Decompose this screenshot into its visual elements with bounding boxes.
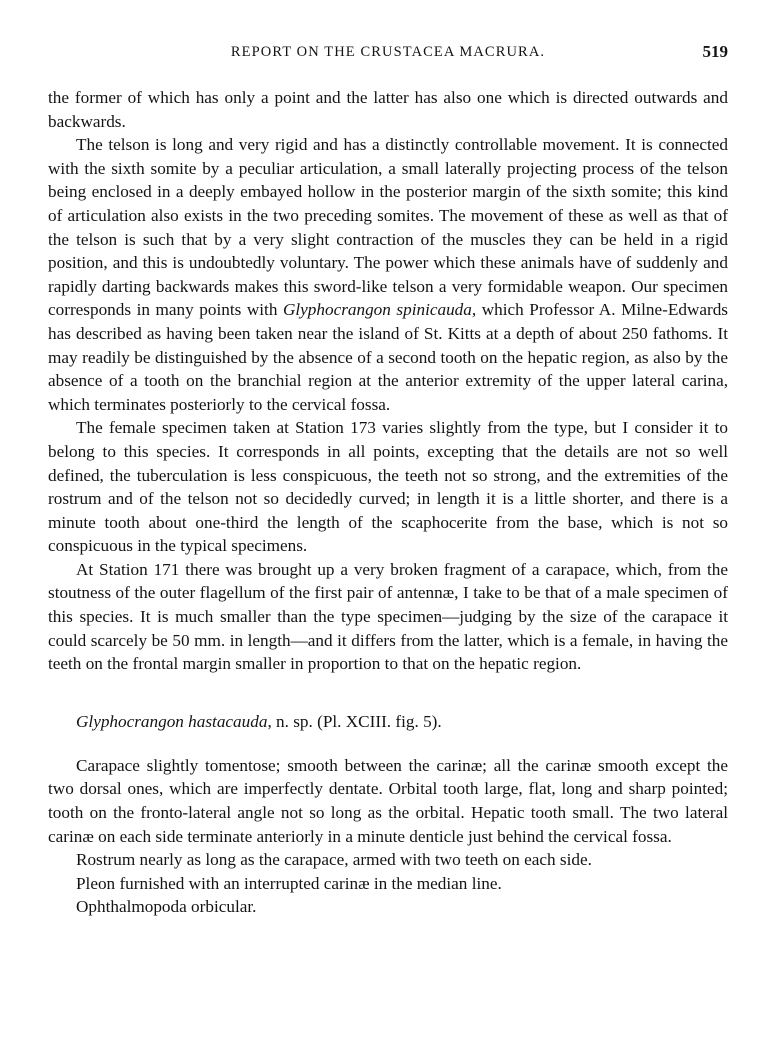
paragraph-telson [48, 133, 728, 416]
running-head [48, 44, 728, 66]
paragraph-station-171: At Station 171 there was brought up a very broken fragment of a carapace, which, from the stoutness of the outer flagellum of the first pair of antennæ, I take to be that of a male specimen of this species. It is much smaller than the type specimen—judging by the size of the carapace it could scarcely be 50 mm. in length—and it differs from the latter, which is a female, in having the teeth on the frontal margin smaller in proportion to that on the hepatic region. [48, 559, 728, 674]
telson-text: The telson is long and very rigid and has a distinctly controllable movement. It is connected with the sixth somite by a peculiar articulation, a small laterally projecting process of the telson being enclosed in a deeply embayed hollow in the posterior margin of the sixth somite; this kind of articulation also exists in the two preceding somites. The movement of these as well as that of the telson is such that by a very slight contraction of the muscles they can be held in a rigid position, and this is undoubtedly voluntary. The power which these animals have of suddenly and rapidly darting backwards makes this sword-like telson a very formidable weapon. Our specimen corresponds in many points with [48, 135, 728, 320]
page-number: 519 [702, 42, 728, 61]
species-description: Carapace slightly tomentose; smooth between the carinæ; all the carinæ smooth except the two dorsal ones, which are imperfectly dentate. Orbital tooth large, flat, long and sharp pointed; tooth on the fronto-lateral angle not so long as the orbital. Hepatic tooth small. The two lateral carinæ on each side terminate anteriorly in a minute denticle just behind the cervical fossa. [48, 755, 728, 846]
species-suffix: , n. sp. (Pl. XCIII. fig. 5). [267, 711, 442, 731]
species-name: Glyphocrangon hastacauda [76, 711, 268, 731]
paragraph-continuation: the former of which has only a point and the latter has also one which is directed outwards and backwards. [48, 88, 728, 131]
species-line-ophthalmopoda: Ophthalmopoda orbicular. [76, 897, 257, 917]
paragraph-female-specimen: The female specimen taken at Station 173 varies slightly from the type, but I consider it to belong to this species. It corresponds in all points, excepting that the details are not so well defined, the tuberculation is less conspicuous, the teeth not so strong, and the extremities of the rostrum and of the telson not so decidedly curved; in length it is a little shorter, and there is a minute tooth about one-third the length of the scaphocerite from the base, which is not so conspicuous in the typical specimens. [48, 418, 728, 556]
species-line-rostrum: Rostrum nearly as long as the carapace, armed with two teeth on each side. [76, 850, 592, 870]
species-heading [76, 710, 728, 734]
species-line-pleon: Pleon furnished with an interrupted carinæ in the median line. [76, 873, 502, 893]
telson-text-end: , which Professor A. Milne-Edwards has described as having been taken near the island of St. Kitts at a depth of about 250 fathoms. It may readily be distinguished by the absence of a second tooth on the hepatic region, as also by the absence of a tooth on the branchial region at the anterior extremity of the upper lateral carina, which terminates posteriorly to the cervical fossa. [48, 300, 728, 414]
running-title: REPORT ON THE CRUSTACEA MACRURA. [230, 44, 546, 60]
species-reference: Glyphocrangon spinicauda [282, 300, 472, 320]
page-body [48, 86, 728, 919]
